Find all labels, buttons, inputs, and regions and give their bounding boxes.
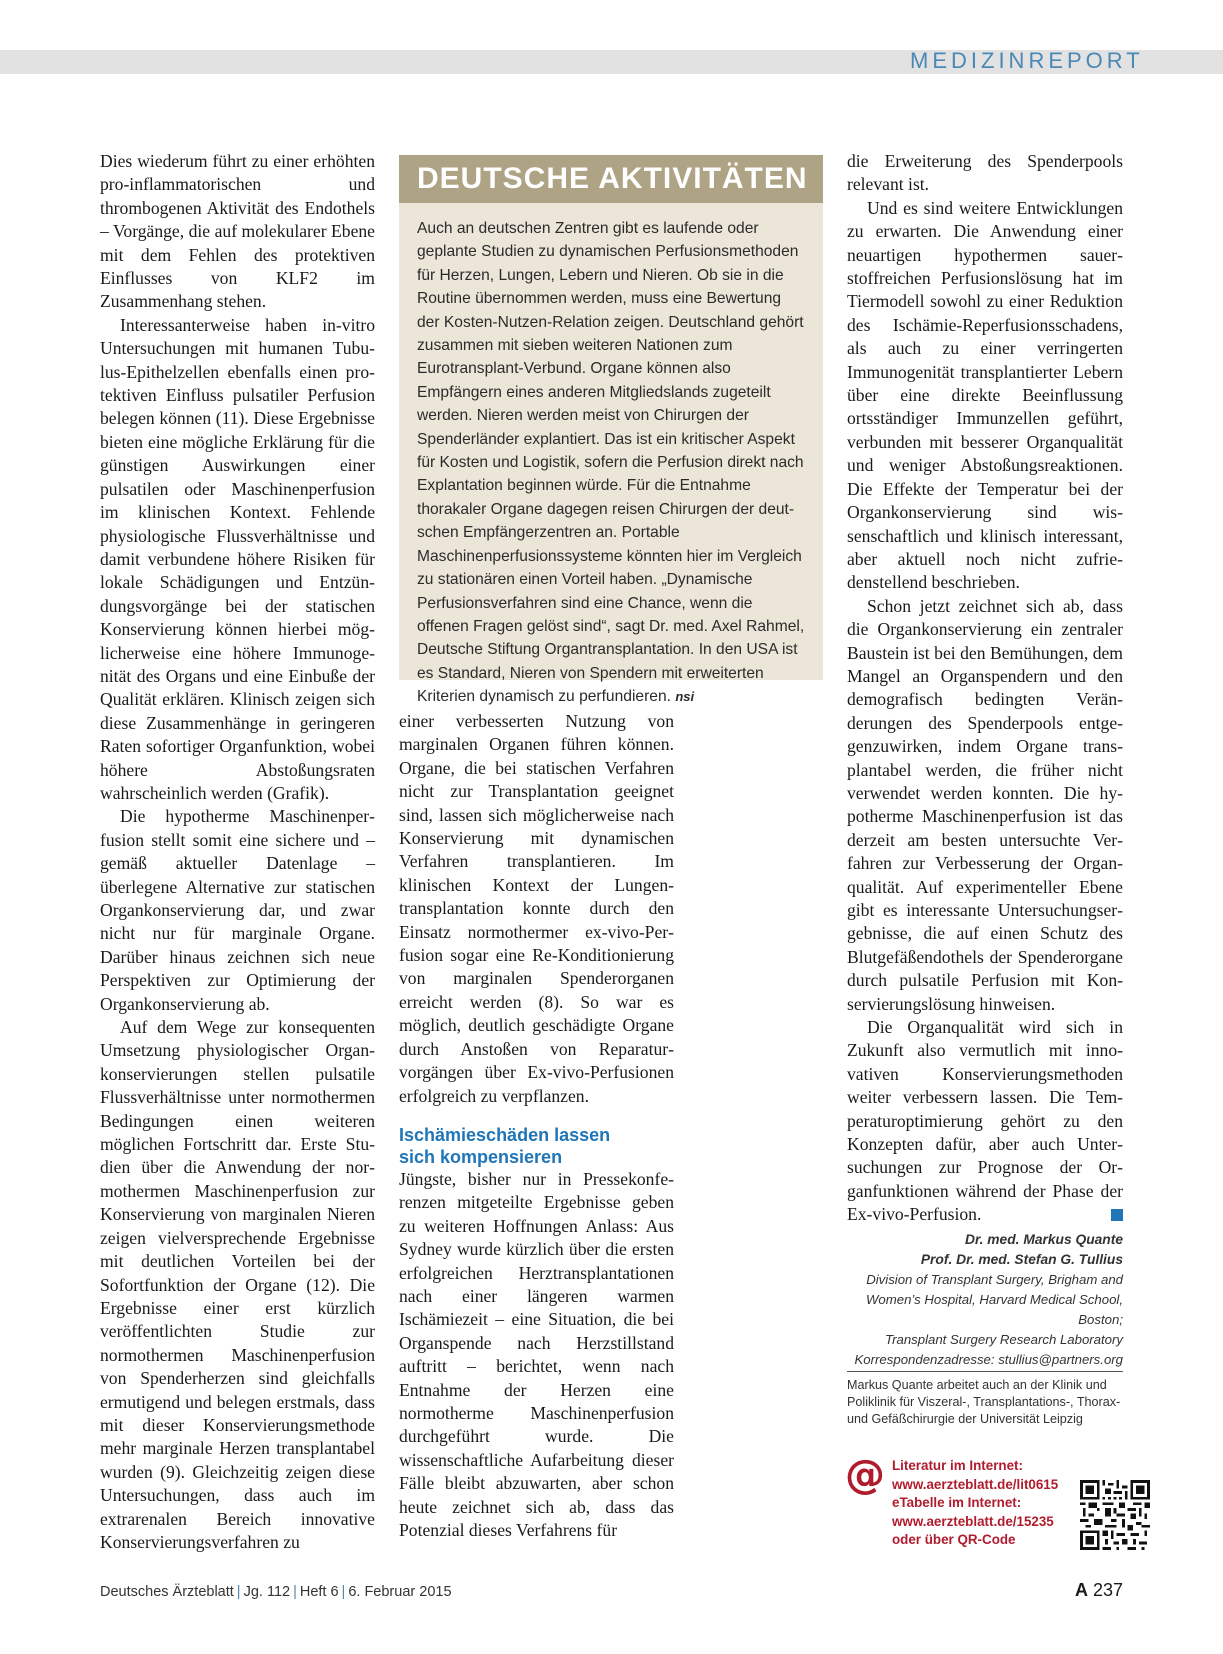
paragraph-last [847, 1016, 1123, 1227]
issue-date: 6. Februar 2015 [348, 1584, 452, 1600]
separator: | [236, 1584, 241, 1600]
page-number [1075, 1580, 1123, 1601]
page-number-value: 237 [1092, 1580, 1123, 1600]
link-label: oder über QR-Code [892, 1532, 1016, 1547]
link-label: eTabelle im Internet: [892, 1495, 1022, 1510]
qr-code-icon[interactable] [1080, 1480, 1150, 1550]
paragraph: Schon jetzt zeichnet sich ab, dass die Organkonservierung ein zentraler Baustein ist bei den Bemühungen, dem Mangel an Organspendern und den demografisch bedingten Veränderungen des Spenderpools entgegenzuwirken, indem Organe transplantabel werden, die früher nicht verwendet werden konnten. Die hypotherme Maschinenperfusion ist das derzeit am besten untersuchte Verfahren zur Verbesserung der Organqualität. Auf experimenteller Ebene gibt es interessante Untersuchungsergebnisse, die auf einen Schutz des Blutgefäßendothels der Spenderorgane durch pulsatile Perfusion mit Konservierungslösung hinweisen. [847, 595, 1123, 1014]
paragraph: Auf dem Wege zur konsequenten Umsetzung physiologischer Organkonservierungen stellen pulsatile Flussverhältnisse unter normothermen Bedingungen einen weiteren möglichen Fortschritt dar. Erste Studien über die Anwendung der normothermen Maschinenperfusion zur Konservierung von marginalen Nieren zeigen vielversprechende Ergebnisse mit deutlichen Vorteilen bei der Sofortfunktion der Organe (12). Die Ergebnisse einer erst kürzlich veröffentlichten Studie zur normothermen Maschinenperfusion von Spenderherzen sind gleichfalls ermutigend und belegen erstmals, dass mit dieser Konservierungsmethode mehr marginale Herzen transplantabel wurden (9). Gleichzeitig zeigen diese Untersuchungen, dass auch im extrarenalen Bereich innovative Konservierungsverfahren zu [100, 1017, 375, 1552]
paragraph: Jüngste, bisher nur in Pressekonferenzen mitgeteilte Ergebnisse geben zu weiteren Hoffnungen Anlass: Aus Sydney wurde kürzlich über die ersten erfolgreichen Herztransplantationen nach einer längeren warmen Ischämiezeit – eine Situation, die bei Organspende nach Herzstillstand auftritt – berichtet, wenn nach Entnahme der Herzen eine normotherme Maschinenperfusion durchgeführt wurde. Die wissenschaftliche Aufarbeitung dieser Fälle bleibt abzuwarten, aber schon heute zeichnet sich ab, dass das Potenzial dieses Verfahrens für [399, 1168, 674, 1540]
page-prefix: A [1074, 1580, 1088, 1600]
column-2-body [399, 1168, 674, 1543]
literature-link[interactable]: www.aerzteblatt.de/lit0615 [892, 1476, 1059, 1492]
link-label: Literatur im Internet: [892, 1458, 1023, 1473]
paragraph: Interessanterweise haben in-vitro Untersuchungen mit humanen Tubulus-Epithelzellen ebenfalls einen protektiven Einfluss pulsatiler Perfusion belegen können (11). Diese Ergebnisse bieten eine mögliche Erklärung für die günstigen Auswirkungen einer pulsatilen oder Maschinenperfusion im klinischen Kontext. Fehlende physiologische Flussverhältnisse und damit verbundene höhere Risiken für lokale Schädigungen und Entzündungsvorgänge bei der statischen Konservierung können hierbei möglicherweise eine höhere Immunogenität des Organs und eine Einbuße der Qualität erklären. Klinisch zeigen sich diese Zusammenhänge in geringeren Raten sofortiger Organfunktion, wobei höhere Abstoßungsraten wahrscheinlich werden (Grafik). [100, 314, 375, 803]
separator: | [293, 1584, 297, 1600]
contact-address: Korrespondenzadresse: stullius@partners.org [854, 1352, 1123, 1367]
subheading [399, 1124, 674, 1168]
paragraph: die Erweiterung des Spenderpools relevant ist. [847, 151, 1123, 195]
author-name: Dr. med. Markus Quante [965, 1232, 1123, 1247]
author-note: Markus Quante arbeitet auch an der Klinik und Poliklinik für Viszeral-, Transplantations-, Thorax- und Gefäßchirurgie der Universität Leipzig [847, 1378, 1121, 1426]
info-box-title: DEUTSCHE AKTIVITÄTEN [399, 155, 823, 203]
info-box-text [399, 203, 823, 709]
footer-citation [100, 1584, 452, 1600]
section-label: MEDIZINREPORT [910, 48, 1144, 73]
paragraph-text: Die Organqualität wird sich in Zukunft also vermutlich mit innovativen Konservierungsmethoden weiter verbessern lassen. Die Temperaturoptimierung gehört zu den Konzepten dafür, aber auch Untersuchungen zur Prognose der Organfunktionen während der Phase der Ex-vivo-Perfusion. [847, 1017, 1123, 1225]
author-block [840, 1230, 1123, 1370]
info-box-body: Auch an deutschen Zentren gibt es laufende oder geplante Studien zu dynamischen Perfusionsmethoden für Herzen, Lungen, Lebern und Nieren. Ob sie in die Routine übernommen werden, muss eine Bewertung der Kosten-Nutzen-Relation zeigen. Deutschland gehört zusammen mit sieben weiteren Nationen zum Eurotransplant-Verbund. Organe können also Empfängern eines anderen Mitgliedslands zugeteilt werden. Nieren werden meist von Chirurgen der Spenderländer explantiert. Das ist ein kritischer Aspekt für Kosten und Logistik, sofern die Perfusion direkt nach Explantation beginnen würde. Für die Entnahme thorakaler Organe dagegen reisen Chirurgen der deutschen Empfängerzentren an. Portable Maschinenperfusionssysteme könnten hier im Vergleich zu stationären einen Vorteil haben. „Dynamische Perfusionsverfahren sind eine Chance, wenn die offenen Fragen gelöst sind“, sagt Dr. med. Axel Rahmel, Deutsche Stiftung Organtransplantation. In den USA ist es Standard, Nieren von Spendern mit erweiterten Kriterien dynamisch zu perfundieren. [417, 220, 805, 706]
author-name: Prof. Dr. med. Stefan G. Tullius [920, 1252, 1123, 1267]
journal-name: Deutsches Ärzteblatt [100, 1584, 234, 1600]
etable-link[interactable]: www.aerzteblatt.de/15235 [892, 1513, 1054, 1529]
separator: | [341, 1584, 346, 1600]
volume: Jg. 112 [243, 1584, 291, 1600]
end-mark-icon [1111, 1209, 1123, 1221]
info-box [399, 155, 823, 706]
affiliation-line: Division of Transplant Surgery, Brigham and [866, 1272, 1123, 1287]
link-lines [892, 1457, 1082, 1550]
info-box-signature: nsi [675, 689, 695, 705]
column-3 [847, 150, 1123, 1227]
paragraph: Die hypotherme Maschinenperfusion stellt somit eine sichere und – gemäß aktueller Datenlage – überlegene Alternative zur statischen Organkonservierung dar, und zwar nicht nur für marginale Organe. Darüber hinaus zeichnen sich neue Perspektiven zur Optimierung der Organkonservierung ab. [100, 806, 375, 1014]
issue: Heft 6 [299, 1584, 339, 1600]
paragraph: einer verbesserten Nutzung von marginalen Organen führen können. Organe, die bei statischen Verfahren nicht zur Transplantation geeignet sind, lassen sich möglicherweise nach Konservierung mit dynamischen Verfahren transplantieren. Im klinischen Kontext der Lungentransplantation konnte durch den Einsatz normothermer ex-vivo-Perfusion sogar eine Re-Konditionierung von marginalen Spenderorganen erreicht werden (8). So war es möglich, deutlich geschädigte Organe durch Anstoßen von Reparaturvorgängen über Ex-vivo-Perfusionen erfolgreich zu verpflanzen. [399, 711, 674, 1106]
affiliation-line: Transplant Surgery Research Laboratory [885, 1332, 1123, 1347]
column-2 [399, 710, 674, 1542]
paragraph: Dies wiederum führt zu einer erhöhten pro-inflammatorischen und thrombogenen Aktivität des Endothels – Vorgänge, die auf molekularer Ebene mit dem Fehlen des protektiven Einflusses von KLF2 im Zusammenhang stehen. [100, 151, 375, 312]
paragraph: Und es sind weitere Entwicklungen zu erwarten. Die Anwendung einer neuartigen hypothermen sauerstoffreichen Perfusionslösung hat im Tiermodell sowohl zu einer Reduktion des Ischämie-Reperfusionsschadens, als auch zu einer verringerten Immunogenität transplantierter Lebern über eine direkte Beeinflussung ortsständiger Immunzellen geführt, verbunden mit besserer Organqualität und weniger Abstoßungsreaktionen. Die Effekte der Temperatur bei der Organkonservierung sind wissenschaftlich und klinisch interessant, aber aktuell noch nicht zufriedenstellend beschrieben. [847, 197, 1123, 593]
at-icon: @ [845, 1452, 885, 1498]
internet-links [845, 1452, 1059, 1565]
subheading-line: sich kompensieren [399, 1146, 563, 1167]
note-divider [847, 1371, 1123, 1372]
subheading-line: Ischämieschäden lassen [399, 1124, 611, 1145]
affiliation-line: Women’s Hospital, Harvard Medical School, Boston; [865, 1292, 1123, 1327]
column-1 [100, 150, 375, 1554]
